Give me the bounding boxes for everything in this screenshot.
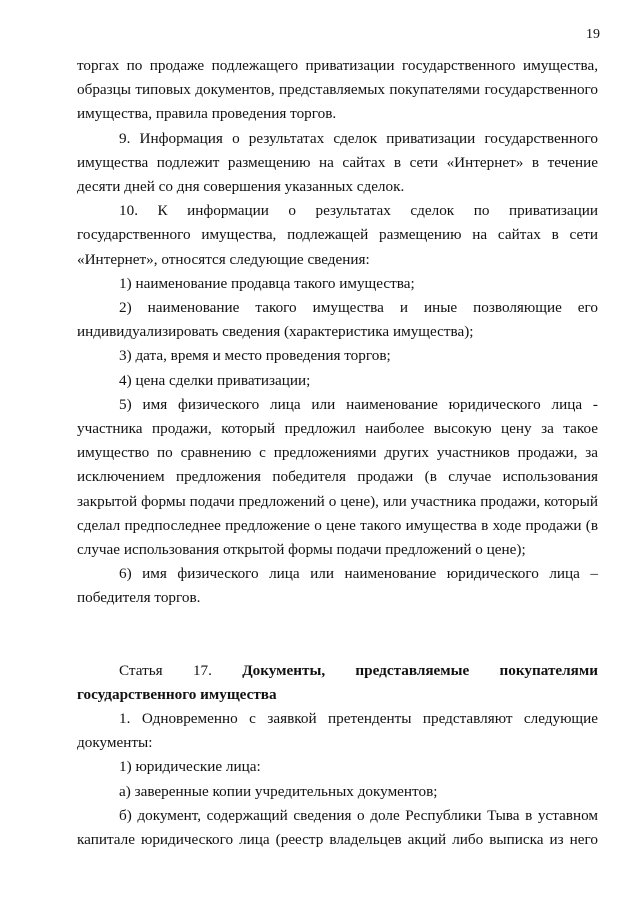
article-word: Статья (119, 661, 163, 679)
article-title-part: представляемые (355, 661, 470, 679)
spacer (77, 611, 598, 635)
spacer (77, 635, 598, 659)
paragraph: 1) наименование продавца такого имущества; (119, 274, 415, 292)
paragraph: 10. К информации о результатах сделок по приватизации государственного имущества, подлежащей размещению на сайтах в сети «Интернет», относятся следующие сведения: (77, 202, 598, 268)
document-body (77, 54, 598, 852)
article-title-line2: государственного имущества (77, 685, 277, 703)
paragraph: а) заверенные копии учредительных документов; (119, 782, 438, 800)
paragraph: 3) дата, время и место проведения торгов; (119, 347, 391, 365)
paragraph: 1) юридические лица: (119, 758, 261, 776)
article-number: 17. (192, 661, 212, 679)
paragraph: б) документ, содержащий сведения о доле Республики Тыва в уставном капитале юридического лица (реестр владельцев акций либо выписка из него (77, 806, 598, 849)
paragraph: 2) наименование такого имущества и иные позволяющие его индивидуализировать сведения (характеристика имущества); (77, 299, 598, 341)
paragraph: 1. Одновременно с заявкой претенденты представляют следующие документы: (77, 710, 598, 752)
article-title-part: Документы, (242, 661, 326, 679)
paragraph: 9. Информация о результатах сделок приватизации государственного имущества подлежит размещению на сайтах в сети «Интернет» в течение десяти дней со дня совершения указанных сделок. (77, 129, 598, 196)
paragraph: 5) имя физического лица или наименование юридического лица - участника продажи, который предложил наиболее высокую цену за такое имущество по сравнению с предложениями других участников продажи, за исключением предложения победителя продажи (в случае использования закрытой формы подачи предложений о цене), или участника продажи, который сделал предпоследнее предложение о цене такого имущества в ходе продажи (в случае использования открытой формы подачи предложений о цене); (77, 395, 598, 559)
article-heading (77, 659, 598, 683)
paragraph: торгах по продаже подлежащего приватизации государственного имущества, образцы типовых документов, представляемых покупателями государственного имущества, правила проведения торгов. (77, 57, 598, 123)
paragraph: 4) цена сделки приватизации; (119, 371, 311, 389)
page-number: 19 (586, 27, 600, 42)
article-title-part: покупателями (499, 661, 598, 679)
paragraph: 6) имя физического лица или наименование юридического лица – победителя торгов. (77, 565, 598, 607)
